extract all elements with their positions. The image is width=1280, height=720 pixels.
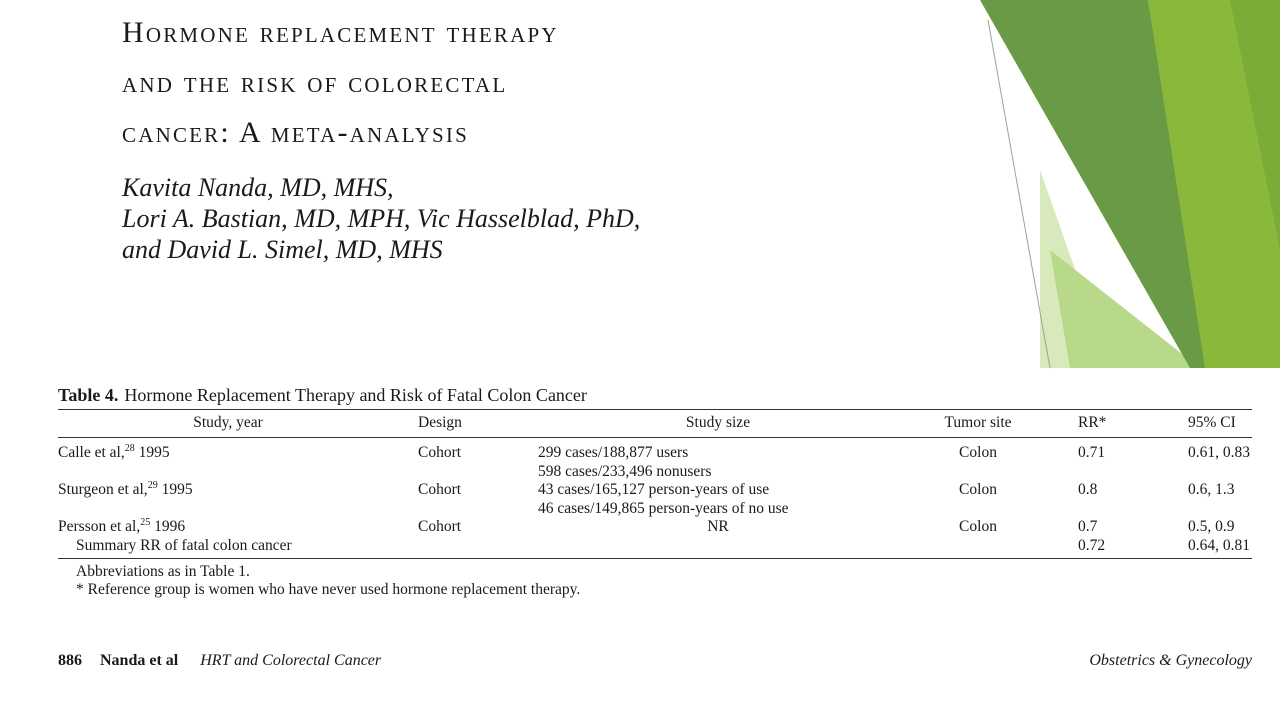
ci-cell: 0.6, 1.3 — [1188, 481, 1235, 498]
summary-row — [58, 537, 1252, 559]
site-cell: Colon — [959, 518, 997, 535]
footnote-abbreviations: Abbreviations as in Table 1. — [76, 563, 250, 580]
table-header-row — [58, 410, 1252, 438]
study-author: Persson et al, — [58, 518, 141, 535]
header-rr: RR* — [1058, 410, 1148, 438]
rr-cell: 0.8 — [1078, 481, 1098, 498]
size-cell — [538, 438, 898, 482]
site-cell: Colon — [959, 444, 997, 461]
footer-left — [58, 652, 381, 670]
header-design: Design — [398, 410, 538, 438]
site-cell: Colon — [959, 481, 997, 498]
article-title-line-1: Hormone replacement therapy — [122, 16, 559, 49]
summary-label: Summary RR of fatal colon cancer — [58, 537, 1058, 559]
size-line-2: 598 cases/233,496 nonusers — [538, 462, 712, 480]
table-caption-text: Hormone Replacement Therapy and Risk of Fatal Colon Cancer — [124, 385, 587, 405]
study-ref: 28 — [124, 442, 135, 454]
size-line-1: 43 cases/165,127 person-years of use — [538, 481, 770, 498]
data-table — [58, 409, 1252, 559]
summary-ci: 0.64, 0.81 — [1148, 537, 1252, 559]
header-size: Study size — [538, 410, 898, 438]
page-footer — [58, 652, 1252, 670]
author-list — [122, 172, 882, 265]
page-number: 886 — [58, 652, 82, 669]
size-cell — [538, 481, 898, 518]
footer-authors: Nanda et al — [100, 652, 179, 669]
study-ref: 25 — [140, 516, 151, 528]
table-row — [58, 438, 1252, 482]
size-cell: NR — [707, 518, 729, 535]
ci-cell: 0.5, 0.9 — [1188, 518, 1235, 535]
study-cell — [58, 438, 398, 482]
size-line-1: 299 cases/188,877 users — [538, 444, 689, 461]
table-row — [58, 518, 1252, 537]
article-title-line-2: and the risk of colorectal — [122, 66, 508, 99]
study-ref: 29 — [147, 479, 158, 491]
study-year: 1995 — [161, 481, 193, 498]
article-title-line-3: cancer: A meta-analysis — [122, 116, 470, 149]
author-line-1: Kavita Nanda, MD, MHS, — [122, 173, 394, 202]
rr-cell: 0.71 — [1078, 444, 1106, 461]
study-year: 1996 — [154, 518, 186, 535]
author-line-3: and David L. Simel, MD, MHS — [122, 235, 443, 264]
study-cell — [58, 481, 398, 518]
design-cell: Cohort — [418, 481, 462, 498]
running-title: HRT and Colorectal Cancer — [200, 652, 382, 669]
journal-name: Obstetrics & Gynecology — [1089, 652, 1252, 669]
summary-rr: 0.72 — [1058, 537, 1148, 559]
footnote-reference-group: * Reference group is women who have never used hormone replacement therapy. — [76, 581, 581, 598]
table-caption — [58, 383, 1252, 407]
header-study: Study, year — [58, 410, 398, 438]
study-cell — [58, 518, 398, 537]
design-cell: Cohort — [418, 518, 462, 535]
table-footnotes — [58, 563, 1252, 599]
article-header — [122, 8, 882, 265]
header-site: Tumor site — [898, 410, 1058, 438]
table-row — [58, 481, 1252, 518]
design-cell: Cohort — [418, 444, 462, 461]
rr-cell: 0.7 — [1078, 518, 1098, 535]
table-4 — [58, 383, 1252, 599]
ci-cell: 0.61, 0.83 — [1188, 444, 1250, 461]
study-author: Sturgeon et al, — [58, 481, 148, 498]
study-author: Calle et al, — [58, 444, 125, 461]
size-line-2: 46 cases/149,865 person-years of no use — [538, 499, 789, 517]
header-ci: 95% CI — [1148, 410, 1252, 438]
author-line-2: Lori A. Bastian, MD, MPH, Vic Hasselblad, PhD, — [122, 204, 641, 233]
table-label: Table 4. — [58, 385, 119, 405]
study-year: 1995 — [138, 444, 170, 461]
